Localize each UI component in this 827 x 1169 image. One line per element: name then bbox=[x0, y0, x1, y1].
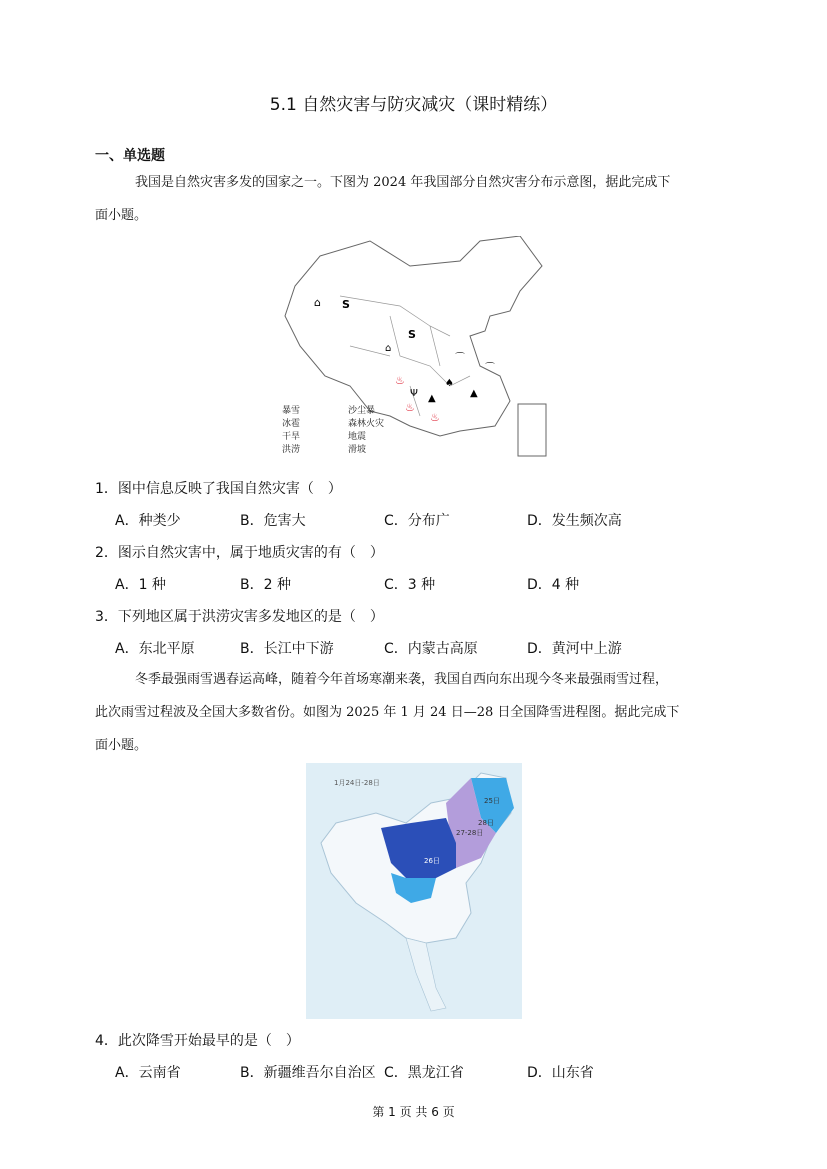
q3-option-b[interactable]: B．长江中下游 bbox=[240, 641, 334, 657]
q4-option-b[interactable]: B．新疆维吾尔自治区 bbox=[240, 1065, 376, 1081]
legend-hail: 冰雹 bbox=[282, 419, 301, 429]
map2-label-d3: 25日 bbox=[484, 797, 500, 805]
q4-option-c[interactable]: C．黑龙江省 bbox=[384, 1065, 464, 1081]
south-china-sea-inset bbox=[518, 404, 546, 456]
section-heading: 一、单选题 bbox=[95, 148, 165, 164]
drought-icon: Ψ bbox=[410, 388, 418, 399]
page-footer: 第 1 页 共 6 页 bbox=[372, 1105, 455, 1119]
passage-1-line-1: 我国是自然灾害多发的国家之一。下图为 2024 年我国部分自然灾害分布示意图，据此完成下 bbox=[135, 175, 671, 190]
legend-forest-fire: 森林火灾 bbox=[348, 419, 385, 429]
map2-label-d1: 26日 bbox=[424, 857, 440, 865]
hail-icon-2: ▲ bbox=[470, 388, 478, 399]
map2-range-label: 1月24日-28日 bbox=[334, 779, 380, 787]
snowfall-map bbox=[306, 763, 522, 1019]
question-3-stem: 3．下列地区属于洪涝灾害多发地区的是（ ） bbox=[95, 609, 384, 625]
q4-option-d[interactable]: D．山东省 bbox=[527, 1065, 594, 1081]
q1-option-a[interactable]: A．种类少 bbox=[115, 513, 181, 529]
q3-option-a[interactable]: A．东北平原 bbox=[115, 641, 195, 657]
legend-flood: 洪涝 bbox=[282, 445, 301, 455]
passage-1 bbox=[95, 166, 727, 232]
legend-sandstorm: 沙尘暴 bbox=[348, 406, 376, 416]
passage-2-line-3: 面小题。 bbox=[95, 738, 148, 753]
sandstorm-icon: S bbox=[342, 298, 350, 311]
forest-fire-icon-3: ♨ bbox=[430, 411, 440, 424]
q2-option-d[interactable]: D．4 种 bbox=[527, 577, 580, 593]
question-2-stem: 2．图示自然灾害中，属于地质灾害的有（ ） bbox=[95, 545, 384, 561]
q3-option-d[interactable]: D．黄河中上游 bbox=[527, 641, 622, 657]
snowstorm-icon: ⌂ bbox=[314, 296, 321, 309]
q2-option-c[interactable]: C．3 种 bbox=[384, 577, 436, 593]
legend-drought: 干旱 bbox=[282, 432, 301, 442]
forest-fire-icon-2: ♨ bbox=[405, 401, 415, 414]
q1-option-d[interactable]: D．发生频次高 bbox=[527, 513, 622, 529]
snowstorm-icon-2: ⌂ bbox=[385, 343, 392, 354]
map2-label-d2: 27-28日 bbox=[456, 829, 484, 837]
flood-icon-2: ⌒ bbox=[485, 363, 495, 374]
flood-icon: ⌒ bbox=[455, 353, 465, 364]
q2-option-b[interactable]: B．2 种 bbox=[240, 577, 291, 593]
sandstorm-icon-2: S bbox=[408, 328, 416, 341]
hail-icon: ▲ bbox=[428, 393, 436, 404]
q1-option-c[interactable]: C．分布广 bbox=[384, 513, 450, 529]
legend-snowstorm: 暴雪 bbox=[282, 406, 301, 416]
page-title: 5.1 自然灾害与防灾减灾（课时精练） bbox=[269, 95, 558, 115]
q4-option-a[interactable]: A．云南省 bbox=[115, 1065, 181, 1081]
passage-2-line-2: 此次雨雪过程波及全国大多数省份。如图为 2025 年 1 月 24 日—28 日全国降雪进程图。据此完成下 bbox=[95, 705, 680, 720]
passage-1-line-2: 面小题。 bbox=[95, 208, 148, 223]
passage-2 bbox=[95, 663, 727, 762]
q1-option-b[interactable]: B．危害大 bbox=[240, 513, 306, 529]
question-4-stem: 4．此次降雪开始最早的是（ ） bbox=[95, 1033, 300, 1049]
q3-option-c[interactable]: C．内蒙古高原 bbox=[384, 641, 478, 657]
earthquake-icon: ♠ bbox=[445, 378, 454, 389]
question-1-stem: 1．图中信息反映了我国自然灾害（ ） bbox=[95, 481, 342, 497]
passage-2-line-1: 冬季最强雨雪遇春运高峰，随着今年首场寒潮来袭，我国自西向东出现今冬来最强雨雪过程， bbox=[135, 672, 669, 687]
map2-label-d4: 28日 bbox=[478, 819, 494, 827]
forest-fire-icon: ♨ bbox=[395, 374, 405, 387]
legend-landslide: 滑坡 bbox=[348, 445, 367, 455]
legend-earthquake: 地震 bbox=[348, 432, 367, 442]
map1-legend-items bbox=[282, 404, 384, 455]
q2-option-a[interactable]: A．1 种 bbox=[115, 577, 166, 593]
disaster-map bbox=[280, 236, 550, 462]
